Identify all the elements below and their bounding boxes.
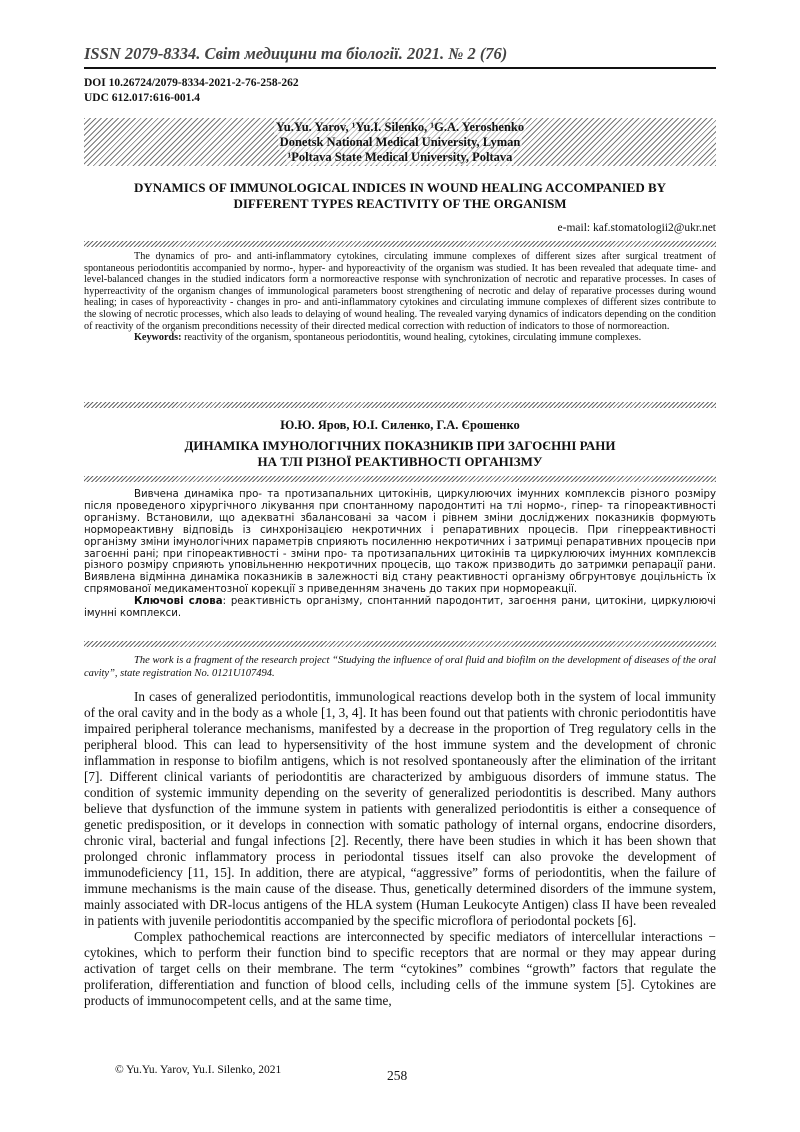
divider [84,476,716,482]
abstract-en [84,251,716,344]
copyright: © Yu.Yu. Yarov, Yu.I. Silenko, 2021 [115,1064,282,1076]
keywords-ua-text: : реактивність організму, спонтанний пародонтит, загоєння рани, цитокіни, циркулюючі імунні комплекси. [84,596,716,620]
keywords-ua [84,596,716,620]
project-note-text: The work is a fragment of the research project “Studying the influence of oral fluid and biofilm on the development of diseases of the oral cavity”, state registration No. 0121U107494. [84,655,716,679]
page-number: 258 [387,1068,408,1083]
abstract-ua [84,489,716,620]
article-title-ua [84,438,716,470]
title-en-line-1: DYNAMICS OF IMMUNOLOGICAL INDICES IN WOUND HEALING ACCOMPANIED BY [133,180,667,195]
abstract-en-text: The dynamics of pro- and anti-inflammatory cytokines, circulating immune complexes of different sizes after surgical treatment of spontaneous periodontitis accompanied by normo-, hyper- and hyporeactivity of the organism was studied. It has been revealed that adequate time- and level-balanced changes in the studied indicators form a normoreactive response with synchronization of necrotic and reparative processes. In cases of hyperreactivity of the organism changes of immunological parameters boost strengthening of necrotic and delay of reparative processes during wound healing; in cases of hyporeactivity - changes in pro- and anti-inflammatory cytokines and circulating immune complexes of different sizes contribute to the slowing of necrotic processes, which also leads to delaying of wound healing. The revealed varying dynamics of indicators depending on the condition of reactivity of the organism preconditions necessity of their directed medical correction with reduction of indicators to those of normoreaction. [84,251,716,332]
divider [84,241,716,247]
article-title-en [84,180,716,212]
title-ua-line-1: ДИНАМІКА ІМУНОЛОГІЧНИХ ПОКАЗНИКІВ ПРИ ЗАГОЄННІ РАНИ [184,438,616,453]
authors-en: Yu.Yu. Yarov, ¹Yu.I. Silenko, ¹G.A. Yeroshenko [275,119,525,134]
affiliation-2: ¹Poltava State Medical University, Poltava [287,149,513,164]
affiliation-banner [84,118,716,166]
keywords-en [84,332,716,344]
doi: DOI 10.26724/2079-8334-2021-2-76-258-262 [84,77,299,89]
contact-email: e-mail: kaf.stomatologii2@ukr.net [557,222,716,234]
body-paragraph: In cases of generalized periodontitis, immunological reactions develop both in the system of local immunity of the oral cavity and in the body as a whole [1, 3, 4]. It has been found out that patients with chronic periodontitis have impaired peripheral tolerance mechanisms, manifested by a decrease in the proportion of Treg regulatory cells in the peripheral blood. This can lead to hypersensitivity of the host immune system and the development of chronic inflammation in response to biofilm antigens, which is not resolved spontaneously after the elimination of the irritant [7]. Different clinical variants of periodontitis are characterized by ambiguous disorders of immune status. The condition of systemic immunity depending on the severity of generalized periodontitis is described. Many authors believe that dysfunction of the immune system in patients with generalized periodontitis is either a consequence of genetic predisposition, or it develops in connection with somatic pathology of internal organs, endocrine disorders, chronic viral, bacterial and fungal infections [2]. Recently, there have been studies in which it has been shown that prolonged chronic inflammatory process in periodontal tissues itself can also provoke the development of immunodeficiency [11, 15]. In addition, there are atypical, “aggressive” forms of periodontitis, when the failure of immune mechanisms is the main cause of the disease. Thus, genetically determined disorders of the immune system, mainly associated with DR-locus antigens of the HLA system (Human Leukocyte Antigen) class II have been revealed in patients with juvenile periodontitis accompanied by the specific microflora of periodontal pockets [6]. [84,689,716,928]
divider [84,402,716,408]
authors-ua: Ю.Ю. Яров, Ю.І. Силенко, Г.А. Єрошенко [280,418,520,432]
divider [84,641,716,647]
title-ua-line-2: НА ТЛІ РІЗНОЇ РЕАКТИВНОСТІ ОРГАНІЗМУ [257,454,543,469]
body-text [84,689,716,1009]
udc: UDC 612.017:616-001.4 [84,92,200,104]
affiliation-1: Donetsk National Medical University, Lyman [279,134,521,149]
abstract-ua-text: Вивчена динаміка про- та протизапальних цитокінів, циркулюючих імунних комплексів різного розміру після проведеного хірургічного лікування при спонтанному пародонтиті на тлі нормо-, гіпер- та гіпореактивності організму. Встановили, що адекватні збалансовані за часом і рівнем зміни досліджених показників формують нормореактивну відповідь із синхронізацією некротичних і репаративних процесів. При гіперреактивності організму зміни імунологічних параметрів сприяють посиленню некротичних і затримці репаративних процесів при загоєнні рані; при гіпореактивності - зміни про- та протизапальних цитокінів та циркулюючих імунних комплексів різного розміру сприяють уповільненню некротичних процесів, що також призводить до затримки репарації рани. Виявлена відмінна динаміка показників в залежності від стану реактивності організму обгрунтовує доцільність їх спрямованої медикаментозної корекції з приведенням значень до таких при нормореакції. [84,489,716,596]
keywords-ua-label: Ключові слова [134,596,223,608]
keywords-text: reactivity of the organism, spontaneous periodontitis, wound healing, cytokines, circulating immune complexes. [184,332,642,344]
body-paragraph: Complex pathochemical reactions are interconnected by specific mediators of intercellular interactions − cytokines, which to perform their function bind to specific receptors that are normal or they may appear during activation of target cells on their membrane. The term “cytokines” combines “growth” factors that regulate the proliferation, differentiation and function of blood cells, including cells of the immune system [5]. Cytokines are products of immunocompetent cells, and at the same time, [84,929,716,1008]
project-note [84,655,716,680]
header-rule [84,67,716,69]
title-en-line-2: DIFFERENT TYPES REACTIVITY OF THE ORGANISM [233,196,567,211]
journal-header: ISSN 2079-8334. Світ медицини та біології. 2021. № 2 (76) [84,44,508,63]
keywords-label: Keywords: [134,332,182,344]
